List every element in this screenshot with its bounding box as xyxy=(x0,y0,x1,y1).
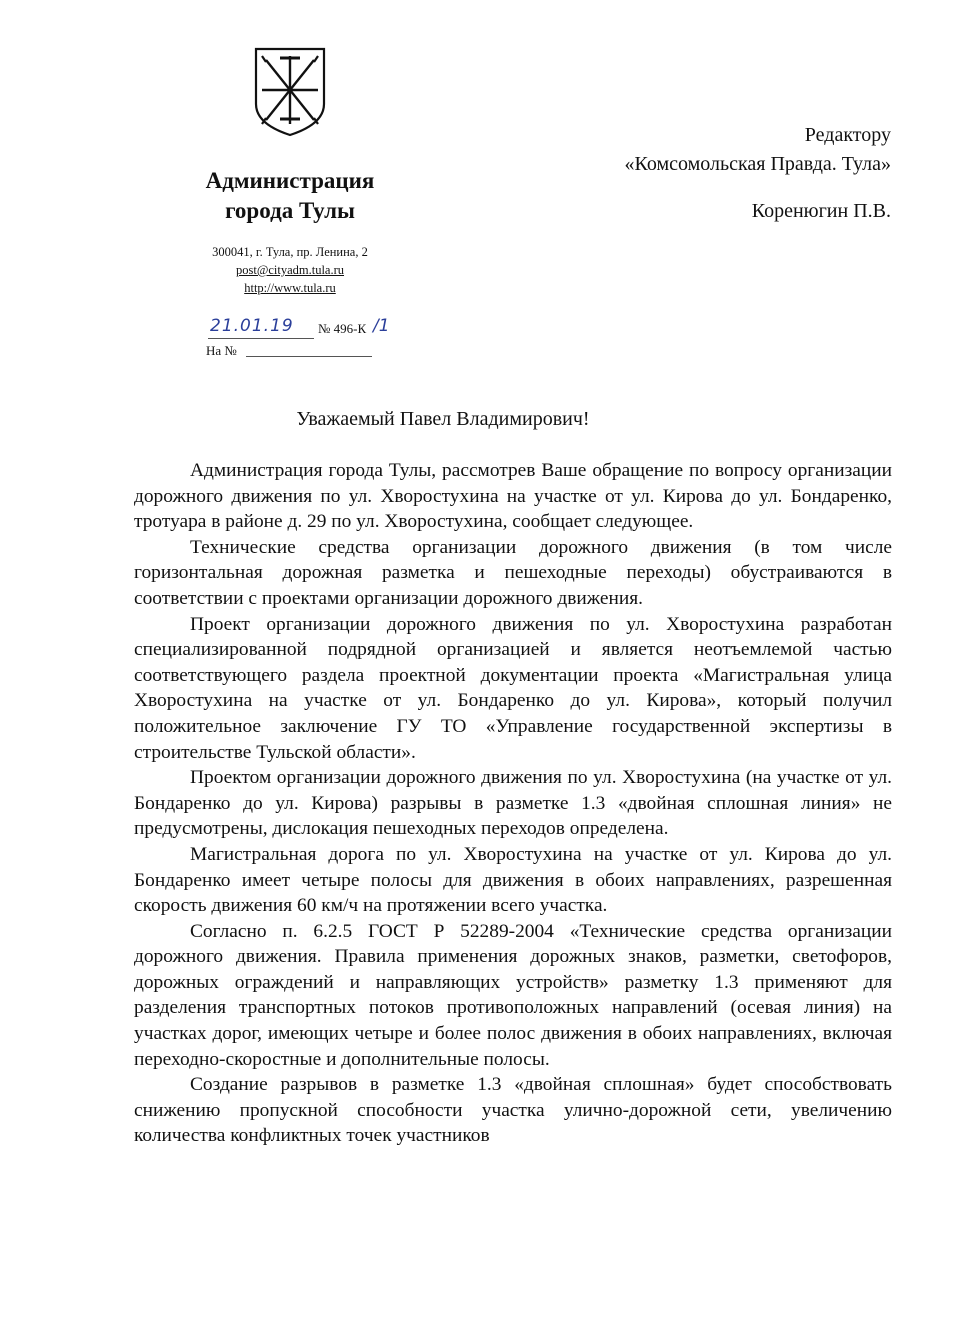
sender-address: 300041, г. Тула, пр. Ленина, 2 xyxy=(212,245,368,259)
paragraph: Технические средства организации дорожного движения (в том числе горизонтальная дорожная разметка и пешеходные переходы) обустраиваются в соответствии с проектами организации дорожного движения. xyxy=(134,536,892,609)
reply-number-underline xyxy=(246,356,372,357)
date-underline xyxy=(208,338,314,339)
paragraph: Проект организации дорожного движения по ул. Хворостухина разработан специализированной подрядной организацией и является неотъемлемой частью соответствующего раздела проектной документации проекта «Магистральная улица Хворостухина на участке от ул. Бондаренко до ул. Кирова», который получил положительное заключение ГУ ТО «Управление государственной экспертизы в строительстве Тульской области». xyxy=(134,613,892,763)
registration-block xyxy=(206,316,396,362)
recipient-name: Коренюгин П.В. xyxy=(751,200,891,222)
sender-name-line1: Администрация xyxy=(205,168,375,193)
sender-name-line2: города Тулы xyxy=(225,198,355,223)
sender-contacts xyxy=(160,243,420,297)
sender-email: post@cityadm.tula.ru xyxy=(235,263,345,277)
letter-body xyxy=(134,458,892,1149)
reply-number-label: На № xyxy=(206,343,237,358)
salutation: Уважаемый Павел Владимирович! xyxy=(296,408,590,430)
registration-date: 21.01.19 xyxy=(210,316,294,336)
tula-coat-of-arms-icon xyxy=(252,46,328,138)
paragraph: Магистральная дорога по ул. Хворостухина на участке от ул. Кирова до ул. Бондаренко имеет четыре полосы для движения в обоих направлениях, разрешенная скорость движения 60 км/ч на протяжении всего участка. xyxy=(134,843,892,917)
registration-number-suffix: /1 xyxy=(373,316,390,336)
recipient-title: Редактору xyxy=(804,124,891,146)
paragraph: Согласно п. 6.2.5 ГОСТ Р 52289-2004 «Технические средства организации дорожного движения. Правила применения дорожных знаков, разметки, светофоров, дорожных ограждений и направляющих устройств» разметку 1.3 применяют для разделения транспортных потоков противоположных направлений (осевая линия) на участках дорог, имеющих четыре и более полос движения в обоих направлениях, включая переходно-скоростные и дополнительные полосы. xyxy=(134,920,892,1070)
recipient-organization: «Комсомольская Правда. Тула» xyxy=(624,153,891,175)
paragraph: Администрация города Тулы, рассмотрев Ваше обращение по вопросу организации дорожного движения по ул. Хворостухина на участке от ул. Кирова до ул. Бондаренко, тротуара в районе д. 29 по ул. Хворостухина, сообщает следующее. xyxy=(134,460,892,533)
sender-organization xyxy=(160,166,420,226)
recipient-block xyxy=(625,121,892,226)
registration-number: № 496-К xyxy=(318,321,367,336)
paragraph: Проектом организации дорожного движения по ул. Хворостухина (на участке от ул. Бондаренко до ул. Кирова) разрывы в разметке 1.3 «двойная сплошная линия» не предусмотрены, дислокация пешеходных переходов определена. xyxy=(134,767,892,840)
paragraph: Создание разрывов в разметке 1.3 «двойная сплошная» будет способствовать снижению пропускной способности участка улично-дорожной сети, увеличению количества конфликтных точек участников xyxy=(134,1074,892,1147)
sender-website: http://www.tula.ru xyxy=(244,281,336,295)
